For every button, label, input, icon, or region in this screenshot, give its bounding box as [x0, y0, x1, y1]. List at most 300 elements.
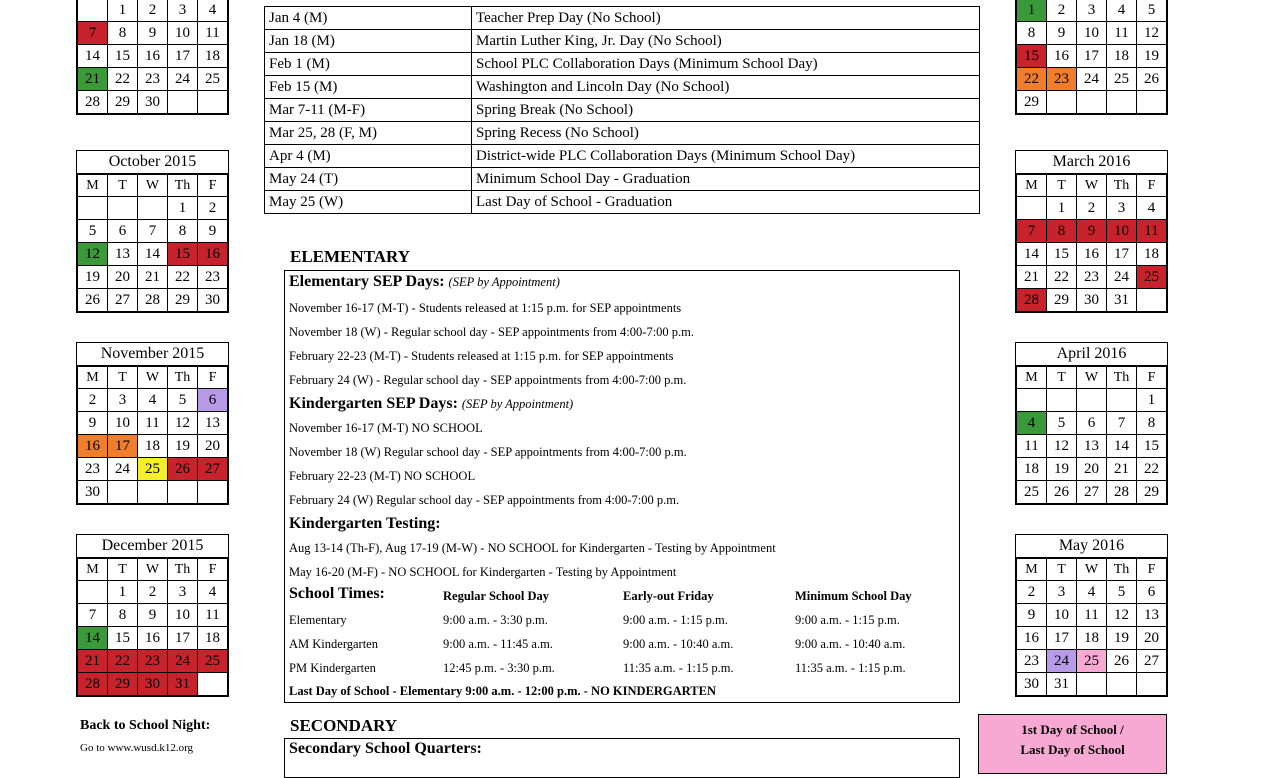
day-cell: 23 — [198, 266, 228, 289]
day-cell: 10 — [168, 604, 198, 627]
holiday-description: Spring Recess (No School) — [472, 122, 980, 145]
day-cell: 7 — [138, 220, 168, 243]
day-cell: 16 — [138, 45, 168, 68]
day-cell: 2 — [1077, 197, 1107, 220]
day-name: F — [1137, 559, 1167, 581]
day-name: W — [138, 367, 168, 389]
last-day-line: Last Day of School - Elementary 9:00 a.m. - 12:00 p.m. - NO KINDERGARTEN — [289, 684, 716, 698]
day-cell: 30 — [138, 91, 168, 114]
calendar-may-2016 — [1015, 534, 1168, 697]
calendar-november-2015 — [76, 342, 229, 505]
secondary-heading: SECONDARY — [290, 716, 398, 735]
secondary-quarters-heading: Secondary School Quarters: — [289, 740, 482, 757]
day-cell: 3 — [1077, 0, 1107, 22]
day-cell: 5 — [1107, 581, 1137, 604]
day-cell: 23 — [78, 458, 108, 481]
sep-note: (SEP by Appointment) — [448, 275, 560, 289]
day-name: Th — [168, 559, 198, 581]
day-cell: 6 — [108, 220, 138, 243]
month-title: October 2015 — [77, 151, 228, 174]
day-cell: 10 — [168, 22, 198, 45]
day-cell: 8 — [168, 220, 198, 243]
day-cell: 21 — [1107, 458, 1137, 481]
day-cell: 31 — [168, 673, 198, 696]
day-cell: 21 — [138, 266, 168, 289]
day-name: T — [108, 367, 138, 389]
day-cell: 18 — [1107, 45, 1137, 68]
day-name: M — [78, 175, 108, 197]
holiday-row — [265, 145, 980, 168]
day-cell — [1047, 389, 1077, 412]
day-name: W — [1077, 559, 1107, 581]
times-col-early-out: Early-out Friday — [623, 589, 714, 603]
kinder-sep-note: (SEP by Appointment) — [461, 397, 574, 411]
day-cell: 7 — [1107, 412, 1137, 435]
day-cell: 25 — [1077, 650, 1107, 673]
day-cell: 8 — [108, 604, 138, 627]
day-cell: 30 — [198, 289, 228, 312]
day-name: T — [108, 559, 138, 581]
day-cell: 12 — [1137, 22, 1167, 45]
day-cell: 24 — [168, 68, 198, 91]
day-cell: 25 — [198, 650, 228, 673]
day-cell — [1137, 289, 1167, 312]
holiday-description: Washington and Lincoln Day (No School) — [472, 76, 980, 99]
goto-website-text: Go to www.wusd.k12.org — [80, 742, 194, 754]
times-cell: 9:00 a.m. - 11:45 a.m. — [443, 637, 553, 651]
day-cell: 18 — [138, 435, 168, 458]
day-cell: 29 — [1137, 481, 1167, 504]
times-row-label: AM Kindergarten — [289, 637, 378, 651]
day-cell: 30 — [78, 481, 108, 504]
day-cell: 22 — [1137, 458, 1167, 481]
day-cell: 29 — [108, 673, 138, 696]
day-cell: 9 — [1017, 604, 1047, 627]
day-cell: 15 — [108, 45, 138, 68]
day-cell: 26 — [1137, 68, 1167, 91]
day-cell: 3 — [108, 389, 138, 412]
day-name: Th — [1107, 367, 1137, 389]
day-cell: 18 — [1077, 627, 1107, 650]
day-cell: 10 — [1107, 220, 1137, 243]
day-cell: 9 — [198, 220, 228, 243]
day-cell — [78, 197, 108, 220]
day-cell: 5 — [78, 220, 108, 243]
day-cell: 8 — [108, 22, 138, 45]
holiday-date: Feb 1 (M) — [265, 53, 472, 76]
day-cell: 11 — [138, 412, 168, 435]
day-name: F — [198, 175, 228, 197]
sep-line: February 22-23 (M-T) - Students released at 1:15 p.m. for SEP appointments — [289, 349, 674, 363]
month-title: November 2015 — [77, 343, 228, 366]
day-cell: 21 — [78, 650, 108, 673]
day-cell: 12 — [78, 243, 108, 266]
holiday-description: Minimum School Day - Graduation — [472, 168, 980, 191]
holiday-description: Last Day of School - Graduation — [472, 191, 980, 214]
day-cell: 2 — [138, 581, 168, 604]
day-cell: 5 — [1137, 0, 1167, 22]
day-cell: 20 — [108, 266, 138, 289]
day-cell: 25 — [1137, 266, 1167, 289]
elementary-heading: ELEMENTARY — [290, 247, 410, 266]
day-cell: 8 — [1137, 412, 1167, 435]
calendar-december-2015 — [76, 534, 229, 697]
day-cell: 26 — [168, 458, 198, 481]
legend-line-1: 1st Day of School / — [1021, 722, 1124, 737]
holiday-row — [265, 7, 980, 30]
holiday-description: School PLC Collaboration Days (Minimum School Day) — [472, 53, 980, 76]
day-cell: 16 — [1077, 243, 1107, 266]
day-name: Th — [168, 175, 198, 197]
day-cell: 28 — [138, 289, 168, 312]
holiday-date: Mar 7-11 (M-F) — [265, 99, 472, 122]
day-cell: 14 — [138, 243, 168, 266]
day-cell: 22 — [1047, 266, 1077, 289]
holiday-date: Jan 4 (M) — [265, 7, 472, 30]
day-cell — [1137, 91, 1167, 114]
day-name: T — [1047, 175, 1077, 197]
day-cell: 13 — [198, 412, 228, 435]
day-cell: 7 — [1017, 220, 1047, 243]
holiday-date: Mar 25, 28 (F, M) — [265, 122, 472, 145]
day-cell: 4 — [198, 581, 228, 604]
day-cell: 4 — [1137, 197, 1167, 220]
day-cell: 5 — [1047, 412, 1077, 435]
day-cell: 1 — [108, 581, 138, 604]
holiday-description: District-wide PLC Collaboration Days (Minimum School Day) — [472, 145, 980, 168]
day-name: F — [198, 367, 228, 389]
day-name: Th — [1107, 559, 1137, 581]
day-cell: 4 — [1107, 0, 1137, 22]
day-cell: 13 — [108, 243, 138, 266]
day-cell: 27 — [1077, 481, 1107, 504]
day-cell: 15 — [1137, 435, 1167, 458]
day-cell: 15 — [168, 243, 198, 266]
day-cell: 16 — [1047, 45, 1077, 68]
holiday-date: Apr 4 (M) — [265, 145, 472, 168]
day-cell: 18 — [198, 627, 228, 650]
day-name: M — [1017, 559, 1047, 581]
calendar-february-2016 — [1015, 0, 1168, 115]
day-cell — [1137, 673, 1167, 696]
day-name: T — [1047, 559, 1077, 581]
times-cell: 12:45 p.m. - 3:30 p.m. — [443, 661, 555, 675]
day-cell: 23 — [138, 68, 168, 91]
day-cell: 9 — [138, 604, 168, 627]
day-cell: 25 — [198, 68, 228, 91]
day-cell: 7 — [78, 22, 108, 45]
day-name: W — [138, 559, 168, 581]
day-cell: 3 — [168, 581, 198, 604]
day-cell: 1 — [1137, 389, 1167, 412]
testing-line: May 16-20 (M-F) - NO SCHOOL for Kindergarten - Testing by Appointment — [289, 565, 677, 579]
day-cell — [78, 0, 108, 22]
holiday-date: May 24 (T) — [265, 168, 472, 191]
day-cell: 19 — [1107, 627, 1137, 650]
day-cell: 4 — [198, 0, 228, 22]
month-title: May 2016 — [1016, 535, 1167, 558]
kinder-sep-line: November 18 (W) Regular school day - SEP appointments from 4:00-7:00 p.m. — [289, 445, 687, 459]
day-cell: 24 — [168, 650, 198, 673]
day-cell: 24 — [1107, 266, 1137, 289]
day-cell: 1 — [108, 0, 138, 22]
day-cell: 9 — [138, 22, 168, 45]
day-cell — [198, 481, 228, 504]
day-cell: 20 — [1077, 458, 1107, 481]
times-col-regular: Regular School Day — [443, 589, 550, 603]
day-cell: 19 — [1047, 458, 1077, 481]
day-cell: 2 — [198, 197, 228, 220]
times-cell: 9:00 a.m. - 10:40 a.m. — [623, 637, 734, 651]
day-cell: 24 — [1077, 68, 1107, 91]
holiday-row — [265, 168, 980, 191]
times-cell: 9:00 a.m. - 1:15 p.m. — [795, 613, 900, 627]
day-cell: 4 — [1017, 412, 1047, 435]
day-cell: 14 — [78, 627, 108, 650]
day-cell: 10 — [1047, 604, 1077, 627]
first-last-day-legend — [978, 714, 1167, 774]
day-cell: 29 — [1017, 91, 1047, 114]
day-cell: 2 — [138, 0, 168, 22]
day-cell: 10 — [108, 412, 138, 435]
day-cell: 28 — [1107, 481, 1137, 504]
times-row-label: Elementary — [289, 613, 347, 627]
day-cell: 21 — [1017, 266, 1047, 289]
day-cell: 18 — [1137, 243, 1167, 266]
day-cell: 27 — [1137, 650, 1167, 673]
day-cell: 19 — [78, 266, 108, 289]
day-cell: 6 — [198, 389, 228, 412]
day-cell — [1107, 91, 1137, 114]
day-cell: 17 — [168, 627, 198, 650]
day-cell: 16 — [138, 627, 168, 650]
day-cell: 20 — [198, 435, 228, 458]
day-cell: 16 — [1017, 627, 1047, 650]
times-cell: 9:00 a.m. - 1:15 p.m. — [623, 613, 728, 627]
day-cell: 27 — [108, 289, 138, 312]
day-cell: 4 — [138, 389, 168, 412]
day-cell — [1017, 389, 1047, 412]
month-title: April 2016 — [1016, 343, 1167, 366]
day-cell: 9 — [1047, 22, 1077, 45]
day-cell: 25 — [1107, 68, 1137, 91]
day-name: F — [1137, 175, 1167, 197]
holiday-row — [265, 122, 980, 145]
day-cell: 11 — [198, 604, 228, 627]
day-cell — [138, 481, 168, 504]
day-cell: 13 — [1077, 435, 1107, 458]
sep-line: February 24 (W) - Regular school day - SEP appointments from 4:00-7:00 p.m. — [289, 373, 687, 387]
holidays-table — [264, 6, 980, 214]
times-cell: 9:00 a.m. - 10:40 a.m. — [795, 637, 906, 651]
day-cell — [198, 673, 228, 696]
day-cell — [1107, 673, 1137, 696]
day-cell: 17 — [1077, 45, 1107, 68]
testing-line: Aug 13-14 (Th-F), Aug 17-19 (M-W) - NO SCHOOL for Kindergarten - Testing by Appointment — [289, 541, 776, 555]
day-name: T — [108, 175, 138, 197]
day-cell: 29 — [168, 289, 198, 312]
day-name: W — [1077, 367, 1107, 389]
day-cell: 25 — [138, 458, 168, 481]
sep-line: November 18 (W) - Regular school day - SEP appointments from 4:00-7:00 p.m. — [289, 325, 695, 339]
day-cell — [1077, 673, 1107, 696]
day-cell: 3 — [1107, 197, 1137, 220]
day-cell — [1017, 197, 1047, 220]
day-cell: 28 — [78, 91, 108, 114]
day-cell: 18 — [1017, 458, 1047, 481]
holiday-description: Spring Break (No School) — [472, 99, 980, 122]
legend-line-2: Last Day of School — [1020, 742, 1125, 757]
day-cell — [108, 481, 138, 504]
day-cell: 1 — [168, 197, 198, 220]
day-cell: 10 — [1077, 22, 1107, 45]
day-cell: 14 — [1107, 435, 1137, 458]
day-cell: 22 — [1017, 68, 1047, 91]
calendar-march-2016 — [1015, 150, 1168, 313]
holiday-date: Jan 18 (M) — [265, 30, 472, 53]
day-cell: 23 — [1017, 650, 1047, 673]
times-cell: 9:00 a.m. - 3:30 p.m. — [443, 613, 548, 627]
day-cell: 6 — [1077, 412, 1107, 435]
day-cell: 22 — [168, 266, 198, 289]
day-cell: 2 — [78, 389, 108, 412]
holiday-description: Teacher Prep Day (No School) — [472, 7, 980, 30]
day-name: M — [1017, 367, 1047, 389]
day-cell: 26 — [78, 289, 108, 312]
day-cell: 11 — [1137, 220, 1167, 243]
day-cell — [168, 91, 198, 114]
day-cell: 19 — [1137, 45, 1167, 68]
day-cell: 20 — [1137, 627, 1167, 650]
day-cell: 21 — [78, 68, 108, 91]
day-cell — [108, 197, 138, 220]
secondary-info-box — [284, 738, 960, 778]
day-cell: 12 — [168, 412, 198, 435]
day-cell: 29 — [108, 91, 138, 114]
day-cell: 11 — [1077, 604, 1107, 627]
day-cell: 3 — [168, 0, 198, 22]
day-cell: 15 — [108, 627, 138, 650]
day-cell: 19 — [168, 435, 198, 458]
day-cell: 29 — [1047, 289, 1077, 312]
day-cell: 9 — [78, 412, 108, 435]
day-cell: 12 — [1107, 604, 1137, 627]
day-cell: 14 — [1017, 243, 1047, 266]
kindergarten-testing-heading: Kindergarten Testing: — [289, 515, 441, 532]
day-cell: 23 — [1077, 266, 1107, 289]
day-cell: 24 — [108, 458, 138, 481]
times-cell: 11:35 a.m. - 1:15 p.m. — [795, 661, 906, 675]
day-cell — [1047, 91, 1077, 114]
day-cell: 2 — [1047, 0, 1077, 22]
day-cell: 30 — [1017, 673, 1047, 696]
day-cell: 31 — [1047, 673, 1077, 696]
holiday-row — [265, 99, 980, 122]
day-cell: 31 — [1107, 289, 1137, 312]
day-cell — [138, 197, 168, 220]
day-cell: 23 — [138, 650, 168, 673]
day-name: T — [1047, 367, 1077, 389]
holiday-row — [265, 76, 980, 99]
day-cell: 2 — [1017, 581, 1047, 604]
times-col-minimum: Minimum School Day — [795, 589, 912, 603]
day-cell: 24 — [1047, 650, 1077, 673]
day-cell: 22 — [108, 650, 138, 673]
school-times-heading: School Times: — [289, 585, 385, 602]
day-cell: 8 — [1047, 220, 1077, 243]
day-cell: 27 — [198, 458, 228, 481]
holiday-row — [265, 30, 980, 53]
day-cell: 3 — [1047, 581, 1077, 604]
day-cell: 16 — [198, 243, 228, 266]
day-name: W — [138, 175, 168, 197]
holiday-row — [265, 53, 980, 76]
day-cell: 8 — [1017, 22, 1047, 45]
day-cell: 5 — [168, 389, 198, 412]
sep-line: November 16-17 (M-T) - Students released at 1:15 p.m. for SEP appointments — [289, 301, 682, 315]
day-name: Th — [1107, 175, 1137, 197]
day-cell: 22 — [108, 68, 138, 91]
day-cell: 14 — [78, 45, 108, 68]
day-cell: 30 — [1077, 289, 1107, 312]
day-name: M — [78, 367, 108, 389]
day-cell: 15 — [1017, 45, 1047, 68]
calendar-april-2016 — [1015, 342, 1168, 505]
day-cell: 26 — [1047, 481, 1077, 504]
day-cell: 17 — [108, 435, 138, 458]
day-cell: 1 — [1017, 0, 1047, 22]
day-cell: 4 — [1077, 581, 1107, 604]
day-cell — [1077, 389, 1107, 412]
day-cell — [78, 581, 108, 604]
day-cell: 28 — [1017, 289, 1047, 312]
back-to-school-night-label: Back to School Night: — [80, 718, 211, 733]
kinder-sep-line: November 16-17 (M-T) NO SCHOOL — [289, 421, 483, 435]
day-cell: 26 — [1107, 650, 1137, 673]
day-cell: 11 — [1107, 22, 1137, 45]
day-cell: 9 — [1077, 220, 1107, 243]
day-cell: 11 — [1017, 435, 1047, 458]
day-name: M — [1017, 175, 1047, 197]
holiday-description: Martin Luther King, Jr. Day (No School) — [472, 30, 980, 53]
day-cell: 28 — [78, 673, 108, 696]
holiday-date: Feb 15 (M) — [265, 76, 472, 99]
times-cell: 11:35 a.m. - 1:15 p.m. — [623, 661, 734, 675]
calendar-september-2015 — [76, 0, 229, 115]
holiday-row — [265, 191, 980, 214]
day-cell: 30 — [138, 673, 168, 696]
day-name: Th — [168, 367, 198, 389]
month-title: March 2016 — [1016, 151, 1167, 174]
day-cell: 15 — [1047, 243, 1077, 266]
day-cell: 6 — [1137, 581, 1167, 604]
day-cell: 18 — [198, 45, 228, 68]
day-cell: 13 — [1137, 604, 1167, 627]
day-cell: 16 — [78, 435, 108, 458]
day-cell — [1107, 389, 1137, 412]
kindergarten-sep-heading: Kindergarten SEP Days: (SEP by Appointment) — [289, 395, 574, 412]
day-cell: 7 — [78, 604, 108, 627]
day-cell: 17 — [168, 45, 198, 68]
day-cell: 25 — [1017, 481, 1047, 504]
elementary-info-box — [284, 270, 960, 703]
day-cell — [168, 481, 198, 504]
times-row-label: PM Kindergarten — [289, 661, 376, 675]
day-cell: 1 — [1047, 197, 1077, 220]
calendar-october-2015 — [76, 150, 229, 313]
day-cell: 23 — [1047, 68, 1077, 91]
day-name: M — [78, 559, 108, 581]
